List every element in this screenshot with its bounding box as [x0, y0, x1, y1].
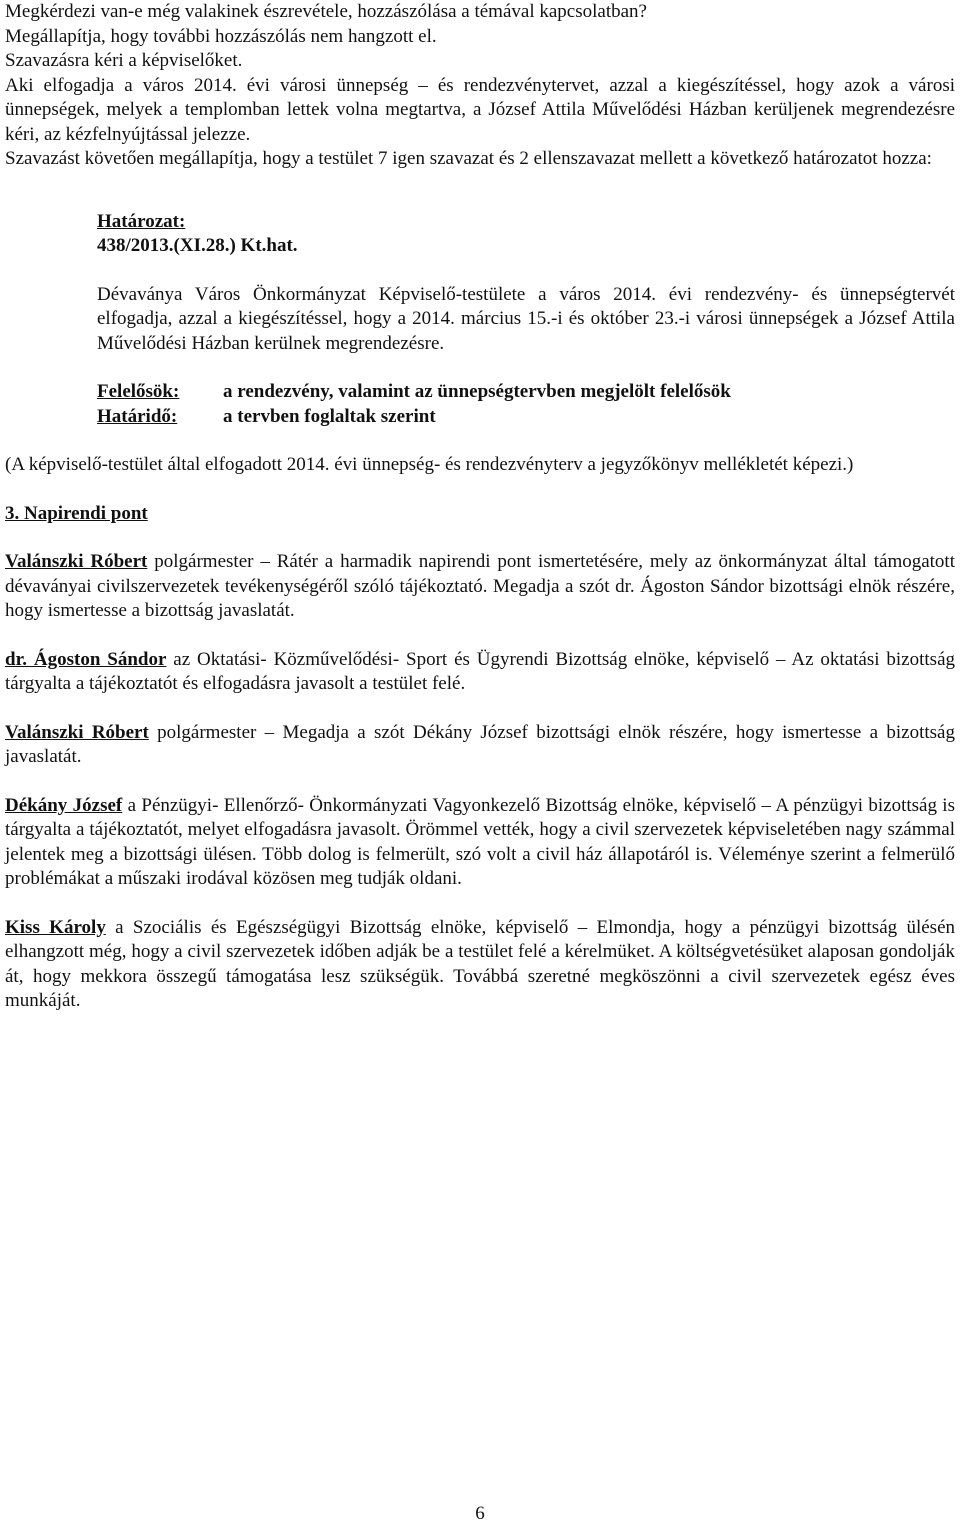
speaker-name: dr. Ágoston Sándor	[5, 648, 167, 670]
speaker-name: Kiss Károly	[5, 916, 106, 938]
document-page	[5, 0, 955, 1014]
speaker-name: Dékány József	[5, 794, 123, 816]
speech-paragraph	[5, 916, 955, 1014]
intro-line-2: Megállapítja, hogy további hozzászólás nem hangzott el.	[5, 25, 437, 47]
page-number: 6	[475, 1503, 485, 1524]
resolution-block	[97, 210, 955, 430]
deadline-value: a tervben foglaltak szerint	[223, 405, 436, 427]
speech-text: a Pénzügyi- Ellenőrző- Önkormányzati Vagyonkezelő Bizottság elnöke, képviselő – A pénzügyi bizottság is tárgyalta a tájékoztatót, melyet elfogadásra javasolt. Örömmel vették, hogy a civil szervezetek képviseletében nagy számmal jelentek meg a bizottsági ülésen. Több dolog is felmerült, szó volt a civil ház állapotáról is. Véleménye szerint a felmerülő problémákat a műszaki irodával közösen meg tudják oldani.	[5, 794, 955, 889]
intro-line-3: Szavazásra kéri a képviselőket.	[5, 50, 243, 71]
speech-text: polgármester – Megadja a szót Dékány József bizottsági elnök részére, hogy ismertesse a bizottság javaslatát.	[5, 721, 955, 767]
speech-paragraph	[5, 721, 955, 770]
speech-paragraph	[5, 648, 955, 697]
speech-text: az Oktatási- Közművelődési- Sport és Ügyrendi Bizottság elnöke, képviselő – Az oktatási bizottság tárgyalta a tájékoztatót és elfogadásra javasolt a testület felé.	[5, 648, 955, 694]
intro-line-1: Megkérdezi van-e még valakinek észrevétele, hozzászólása a témával kapcsolatban?	[5, 1, 647, 22]
speaker-name: Valánszki Róbert	[5, 551, 148, 572]
speech-text: a Szociális és Egészségügyi Bizottság elnöke, képviselő – Elmondja, hogy a pénzügyi bizottság ülésén elhangzott még, hogy a civil szervezetek időben adják be a testület felé a kérelmüket. A költségvetésüket alaposan gondolják át, hogy mekkora összegű támogatása lesz szükségük. Továbbá szeretné megköszönni a civil szervezetek egész éves munkáját.	[5, 916, 955, 1011]
speech-paragraph	[5, 550, 955, 624]
responsible-row	[97, 380, 955, 405]
deadline-label: Határidő:	[97, 405, 178, 427]
responsible-label: Felelősök:	[97, 381, 180, 402]
resolution-text: Dévaványa Város Önkormányzat Képviselő-testülete a város 2014. évi rendezvény- és ünnepségtervét elfogadja, azzal a kiegészítéssel, hogy a 2014. március 15.-i és október 23.-i városi ünnepségek a József Attila Művelődési Házban kerülnek megrendezésre.	[97, 283, 955, 354]
speaker-name: Valánszki Róbert	[5, 721, 149, 743]
speech-paragraph	[5, 794, 955, 892]
resolution-number: 438/2013.(XI.28.) Kt.hat.	[97, 235, 298, 256]
annex-note: (A képviselő-testület által elfogadott 2014. évi ünnepség- és rendezvényterv a jegyzőkönyv mellékletét képezi.)	[5, 454, 854, 475]
responsible-value: a rendezvény, valamint az ünnepségtervben megjelölt felelősök	[223, 381, 731, 402]
vote-result-paragraph: Szavazást követően megállapítja, hogy a testület 7 igen szavazat és 2 ellenszavazat mellett a következő határozatot hozza:	[5, 148, 932, 169]
vote-request-paragraph: Aki elfogadja a város 2014. évi városi ünnepség – és rendezvénytervet, azzal a kiegészítéssel, hogy azok a városi ünnepségek, melyek a templomban lettek volna megtartva, a József Attila Művelődési Házban kerüljenek megrendezésre kéri, az kézfelnyújtással jelezze.	[5, 74, 955, 145]
speech-text: polgármester – Rátér a harmadik napirendi pont ismertetésére, mely az önkormányzat által támogatott dévaványai civilszervezetek tevékenységéről szóló tájékoztató. Megadja a szót dr. Ágoston Sándor bizottsági elnök részére, hogy ismertesse a bizottság javaslatát.	[5, 551, 955, 621]
resolution-label: Határozat:	[97, 210, 186, 232]
agenda-heading: 3. Napirendi pont	[5, 502, 148, 524]
deadline-row	[97, 405, 955, 430]
